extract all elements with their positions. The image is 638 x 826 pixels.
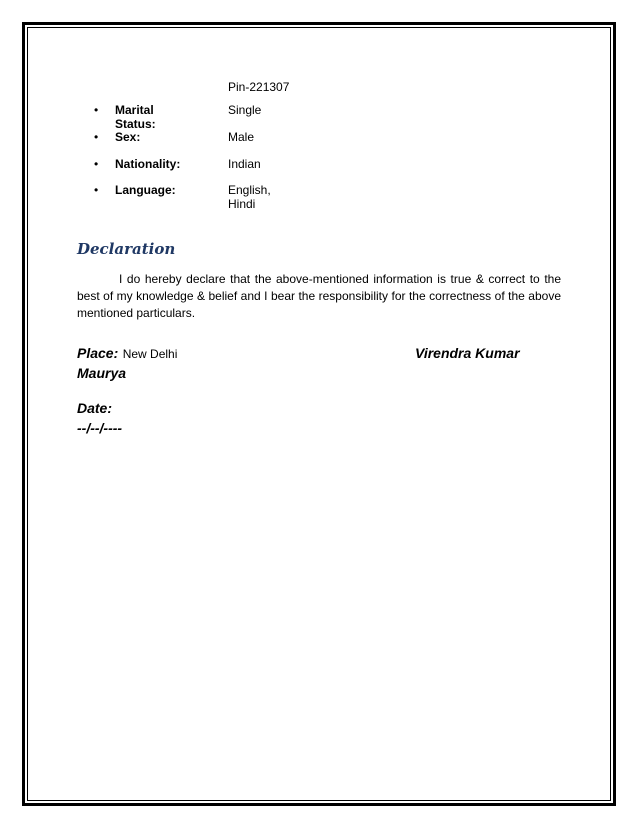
bullet-icon: • xyxy=(94,183,99,198)
place-label: Place: xyxy=(77,345,119,361)
declaration-heading: Declaration xyxy=(77,240,176,258)
info-value: Male xyxy=(228,129,255,144)
bullet-icon: • xyxy=(94,129,99,144)
place-value: New Delhi xyxy=(122,347,178,361)
signatory-name-line1: Virendra Kumar xyxy=(415,345,520,361)
signature-block xyxy=(77,345,561,381)
info-value: Indian xyxy=(228,156,261,171)
bullet-icon: • xyxy=(94,156,99,171)
date-value: --/--/---- xyxy=(77,420,123,436)
signatory-name-line2: Maurya xyxy=(77,365,127,381)
declaration-text: I do hereby declare that the above-mentioned information is true & correct to the best of my knowledge & belief and I bear the responsibility for the correctness of the above mentioned particulars. xyxy=(77,272,561,320)
info-value: Single xyxy=(228,103,262,117)
place-row xyxy=(77,345,561,365)
date-block xyxy=(77,400,122,436)
info-label: Sex: xyxy=(115,129,141,144)
date-label: Date: xyxy=(77,400,113,416)
bullet-icon: • xyxy=(94,103,99,117)
info-label: Marital Status: xyxy=(115,103,156,131)
address-pin: Pin-221307 xyxy=(228,80,290,94)
info-label: Nationality: xyxy=(115,156,181,171)
info-value: English, Hindi xyxy=(228,183,271,212)
info-label: Language: xyxy=(115,183,176,198)
